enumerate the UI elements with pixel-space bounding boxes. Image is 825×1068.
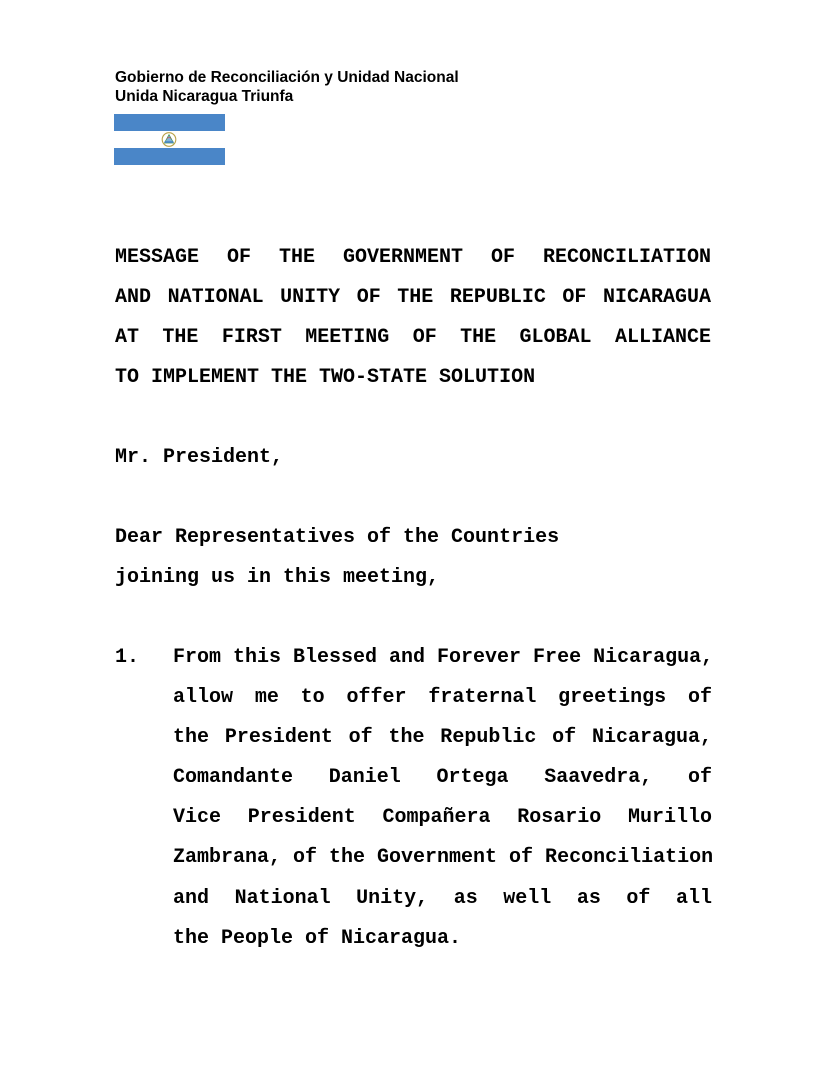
paragraph-line: Zambrana, of the Government of Reconciliation (173, 846, 714, 870)
flag-top-band (114, 114, 225, 131)
paragraph-1 (173, 638, 712, 959)
title-line: TO IMPLEMENT THE TWO-STATE SOLUTION (115, 366, 536, 390)
paragraph-line: and National Unity, as well as of all (173, 886, 712, 910)
title-line: AT THE FIRST MEETING OF THE GLOBAL ALLIANCE (115, 326, 711, 350)
greeting-line: Dear Representatives of the Countries (115, 526, 560, 549)
letterhead-slogan: Unida Nicaragua Triunfa (115, 88, 294, 105)
nicaragua-coat-of-arms-icon (161, 132, 177, 147)
letterhead (115, 68, 459, 106)
flag-middle-band (114, 131, 225, 148)
greeting-line: joining us in this meeting, (115, 566, 440, 590)
paragraph-line: Vice President Compañera Rosario Murillo (173, 806, 712, 830)
greeting (115, 518, 559, 598)
paragraph-number: 1. (115, 646, 140, 669)
paragraph-line: From this Blessed and Forever Free Nicaragua, (173, 646, 714, 669)
paragraph-line: allow me to offer fraternal greetings of (173, 686, 712, 710)
paragraph-line: the People of Nicaragua. (173, 926, 462, 950)
salutation: Mr. President, (115, 446, 284, 469)
nicaragua-flag (114, 114, 225, 165)
document-title (115, 238, 711, 398)
paragraph-line: the President of the Republic of Nicaragua, (173, 726, 712, 750)
flag-bottom-band (114, 148, 225, 165)
letterhead-government-name: Gobierno de Reconciliación y Unidad Nacional (115, 69, 459, 86)
paragraph-line: Comandante Daniel Ortega Saavedra, of (173, 766, 712, 790)
title-line: AND NATIONAL UNITY OF THE REPUBLIC OF NICARAGUA (115, 286, 711, 310)
title-line: MESSAGE OF THE GOVERNMENT OF RECONCILIATION (115, 246, 711, 269)
